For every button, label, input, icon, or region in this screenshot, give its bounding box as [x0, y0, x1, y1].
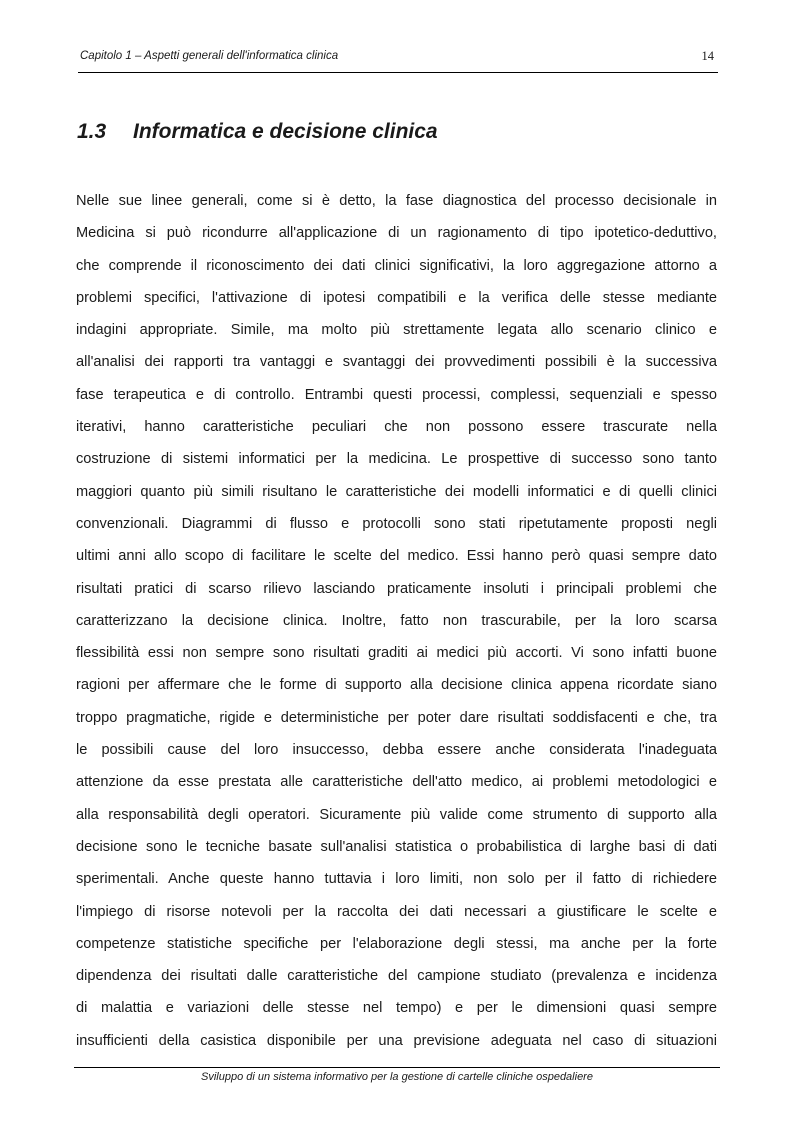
paragraph-line: ultimi anni allo scopo di facilitare le scelte del medico. Essi hanno però quasi sempre dato [76, 548, 717, 565]
paragraph-line: fase terapeutica e di controllo. Entrambi questi processi, complessi, sequenziali e spesso [76, 386, 717, 403]
footer-text: Sviluppo di un sistema informativo per la gestione di cartelle cliniche ospedaliere [201, 1071, 593, 1083]
paragraph-line: iterativi, hanno caratteristiche peculiari che non possono essere trascurate nella [76, 419, 717, 436]
paragraph-line: ragioni per affermare che le forme di supporto alla decisione clinica appena ricordate siano [76, 677, 717, 694]
section-title: Informatica e decisione clinica [133, 120, 438, 143]
section-heading [77, 120, 438, 144]
paragraph-line: all'analisi dei rapporti tra vantaggi e svantaggi dei provvedimenti possibili è la successiva [76, 354, 717, 371]
paragraph-line: l'impiego di risorse notevoli per la raccolta dei dati necessari a giustificare le scelte e [76, 903, 717, 920]
paragraph-line: le possibili cause del loro insuccesso, debba essere anche considerata l'inadeguata [76, 742, 717, 759]
paragraph-line: risultati pratici di scarso rilievo lasciando praticamente insoluti i principali problemi che [76, 580, 717, 597]
paragraph-line: flessibilità essi non sempre sono risultati graditi ai medici più accorti. Vi sono infatti buone [76, 645, 717, 662]
paragraph-line: costruzione di sistemi informatici per la medicina. Le prospettive di successo sono tanto [76, 451, 717, 468]
paragraph-line: attenzione da esse prestata alle caratteristiche dell'atto medico, ai problemi metodologici e [76, 774, 717, 791]
page-number: 14 [701, 49, 714, 63]
chapter-title: Capitolo 1 – Aspetti generali dell'informatica clinica [80, 50, 339, 62]
paragraph-line: troppo pragmatiche, rigide e deterministiche per poter dare risultati soddisfacenti e che, tra [76, 709, 717, 726]
paragraph-line: che comprende il riconoscimento dei dati clinici significativi, la loro aggregazione attorno a [76, 257, 717, 274]
paragraph-line: sperimentali. Anche queste hanno tuttavia i loro limiti, non solo per il fatto di richiedere [76, 871, 717, 888]
paragraph-line: caratterizzano la decisione clinica. Inoltre, fatto non trascurabile, per la loro scarsa [76, 612, 717, 629]
body-paragraph [76, 185, 717, 1057]
section-number: 1.3 [77, 120, 107, 143]
paragraph-line: decisione sono le tecniche basate sull'analisi statistica o probabilistica di larghe basi di dati [76, 838, 717, 855]
paragraph-line: maggiori quanto più simili risultano le caratteristiche dei modelli informatici e di quelli clinici [76, 483, 717, 500]
paragraph-line: di malattia e variazioni delle stesse nel tempo) e per le dimensioni quasi sempre [76, 1000, 717, 1017]
paragraph-line: convenzionali. Diagrammi di flusso e protocolli sono stati ripetutamente proposti negli [76, 515, 717, 532]
paragraph-line: dipendenza dei risultati dalle caratteristiche del campione studiato (prevalenza e incidenza [76, 968, 717, 985]
paragraph-line: Nelle sue linee generali, come si è detto, la fase diagnostica del processo decisionale in [76, 193, 717, 209]
paragraph-line: Medicina si può ricondurre all'applicazione di un ragionamento di tipo ipotetico-deduttivo, [76, 225, 717, 242]
paragraph-line: competenze statistiche specifiche per l'elaborazione degli stessi, ma anche per la forte [76, 935, 717, 952]
page-header [78, 48, 718, 73]
paragraph-line: alla responsabilità degli operatori. Sicuramente più valide come strumento di supporto alla [76, 806, 717, 823]
paragraph-line: indagini appropriate. Simile, ma molto più strettamente legata allo scenario clinico e [76, 322, 717, 339]
paragraph-line: problemi specifici, l'attivazione di ipotesi compatibili e la verifica delle stesse mediante [76, 289, 717, 306]
page-footer [74, 1067, 720, 1083]
paragraph-line: insufficienti della casistica disponibile per una previsione adeguata nel caso di situazioni [76, 1032, 717, 1049]
